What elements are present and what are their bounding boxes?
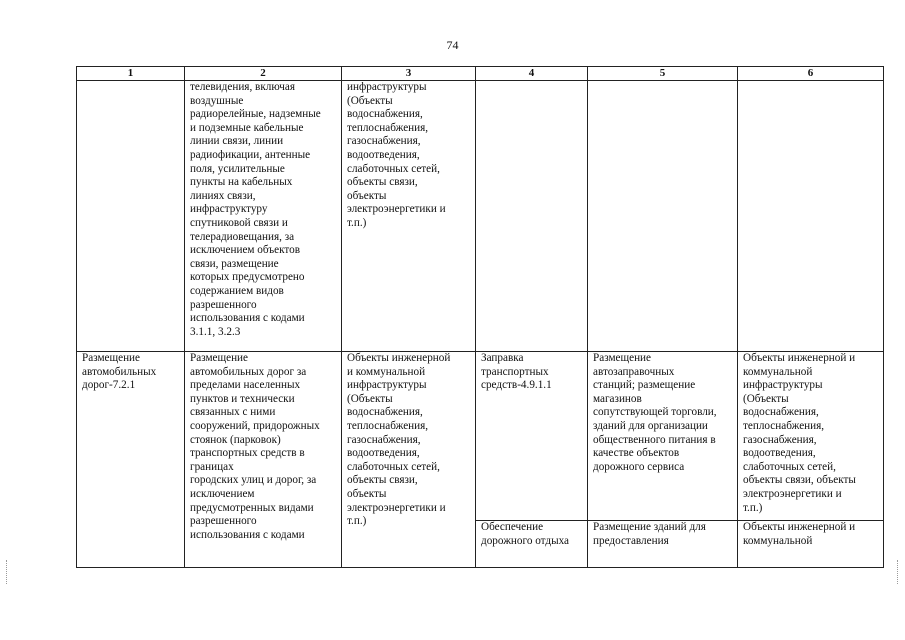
table-cell (476, 81, 588, 352)
header-cell-4: 4 (476, 67, 588, 81)
table-cell: Объекты инженерной и коммунальной (738, 521, 884, 568)
table-cell: Объекты инженерной и коммунальной инфраструктуры (Объекты водоснабжения, теплоснабжения, газоснабжения, водоотведения, слаботочных сетей, объекты связи, объекты электроэнергетики и т.п.) (342, 352, 476, 568)
table-cell: Размещение автомобильных дорог за пределами населенных пунктов и технически связанных с ними сооружений, придорожных стоянок (парковок) транспортных средств в границах городских улиц и дорог, за исключением предусмотренных видами разрешенного использования с кодами (185, 352, 342, 568)
table-cell: Размещение зданий для предоставления (588, 521, 738, 568)
table-cell: Заправка транспортных средств-4.9.1.1 (476, 352, 588, 521)
header-cell-6: 6 (738, 67, 884, 81)
header-row (77, 67, 884, 81)
scan-edge-mark-left (6, 560, 8, 584)
header-cell-5: 5 (588, 67, 738, 81)
header-cell-3: 3 (342, 67, 476, 81)
table-cell (588, 81, 738, 352)
header-cell-2: 2 (185, 67, 342, 81)
scan-edge-mark-right (897, 560, 899, 584)
table-cell: инфраструктуры (Объекты водоснабжения, теплоснабжения, газоснабжения, водоотведения, слаботочных сетей, объекты связи, объекты электроэнергетики и т.п.) (342, 81, 476, 352)
table-cell (77, 81, 185, 352)
table-cell: Размещение автомобильных дорог-7.2.1 (77, 352, 185, 568)
table-cell: Объекты инженерной и коммунальной инфраструктуры (Объекты водоснабжения, теплоснабжения, газоснабжения, водоотведения, слаботочных сетей, объекты связи, объекты электроэнергетики и т.п.) (738, 352, 884, 521)
header-cell-1: 1 (77, 67, 185, 81)
table-cell: телевидения, включая воздушные радиорелейные, надземные и подземные кабельные линии связи, линии радиофикации, антенные поля, усилительные пункты на кабельных линиях связи, инфраструктуру спутниковой связи и телерадиовещания, за исключением объектов связи, размещение которых предусмотрено содержанием видов разрешенного использования с кодами 3.1.1, 3.2.3 (185, 81, 342, 352)
table-row-continuation (77, 81, 884, 352)
table-cell: Обеспечение дорожного отдыха (476, 521, 588, 568)
table-row-road-placement (77, 352, 884, 521)
page-number: 74 (446, 38, 459, 52)
table-cell (738, 81, 884, 352)
page-bottom-margin (0, 610, 905, 640)
zoning-table (76, 66, 884, 568)
table-cell: Размещение автозаправочных станций; размещение магазинов сопутствующей торговли, зданий для организации общественного питания в качестве объектов дорожного сервиса (588, 352, 738, 521)
